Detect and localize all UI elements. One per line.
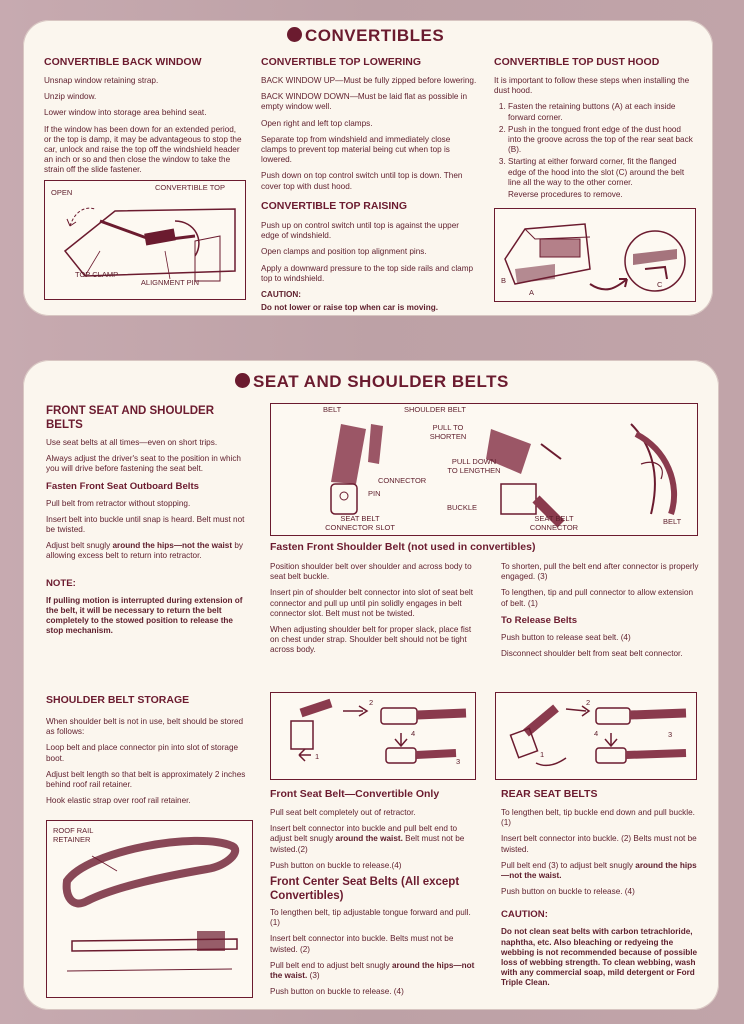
back-window-text bbox=[44, 76, 244, 182]
release-belts-subheading: To Release Belts bbox=[501, 614, 578, 626]
step-4-number: 4 bbox=[594, 729, 599, 738]
step-1-number: 1 bbox=[540, 750, 545, 759]
front-belts-text bbox=[46, 438, 248, 642]
convertibles-title: CONVERTIBLES bbox=[287, 26, 444, 46]
rear-belts-paragraph: Insert belt connector into buckle. (2) Belts must not be twisted. bbox=[501, 834, 697, 854]
fasten-shoulder-text-left bbox=[270, 562, 474, 662]
top-raising-text bbox=[261, 221, 477, 319]
back-window-step: Unsnap window retaining strap. bbox=[44, 76, 159, 85]
back-window-step: Unzip window. bbox=[44, 92, 97, 102]
front-center-heading: Front Center Seat Belts (All except Convertibles) bbox=[270, 876, 460, 902]
step-3-number: 3 bbox=[668, 730, 673, 739]
front-center-paragraph: Insert belt connector into buckle. Belts must not be twisted. (2) bbox=[270, 934, 454, 954]
outboard-belts-subheading: Fasten Front Seat Outboard Belts bbox=[46, 480, 199, 492]
open-label: OPEN bbox=[51, 188, 73, 197]
rear-belts-paragraph: Pull belt end (3) to adjust belt snugly around the hips—not the waist. bbox=[501, 860, 697, 881]
rear-belts-paragraph: Push button on buckle to release. (4) bbox=[501, 887, 635, 897]
seat-belt-connector-label: SEAT BELT CONNECTOR bbox=[529, 514, 579, 532]
back-window-step: Lower window into storage area behind seat. bbox=[44, 108, 207, 118]
top-raising-step: Push up on control switch until top is against the upper edge of windshield. bbox=[261, 221, 459, 241]
note-label: NOTE: bbox=[46, 577, 76, 589]
storage-paragraph: Hook elastic strap over roof rail retainer. bbox=[46, 796, 191, 806]
front-belts-heading: FRONT SEAT AND SHOULDER BELTS bbox=[46, 405, 215, 431]
convertible-front-belt-heading: Front Seat Belt—Convertible Only bbox=[270, 788, 440, 800]
convertibles-panel bbox=[23, 20, 713, 316]
top-raising-step: Open clamps and position top alignment pins. bbox=[261, 247, 427, 257]
dust-hood-step: 2. Push in the tongued front edge of the dust hood into the groove across the top of the rear seat back (B). bbox=[508, 125, 694, 156]
fasten-shoulder-paragraph: To lengthen, tip and pull connector to allow extension of belt. (1) bbox=[501, 588, 694, 608]
step-3-number: 3 bbox=[456, 757, 461, 766]
bullet-dot-icon bbox=[287, 27, 302, 42]
rear-belts-heading: REAR SEAT BELTS bbox=[501, 788, 598, 800]
note-text: If pulling motion is interrupted during extension of the belt, it will be necessary to return the belt completely to the stowed position to release the stop mechanism. bbox=[46, 595, 243, 636]
convertible-front-belt-paragraph: Insert belt connector into buckle and pull belt end to adjust belt snugly around the waist. Belt must not be twisted.(2) bbox=[270, 824, 465, 854]
top-lowering-heading: CONVERTIBLE TOP LOWERING bbox=[261, 56, 422, 68]
front-center-paragraph: Push button on buckle to release. (4) bbox=[270, 987, 404, 997]
top-lowering-text bbox=[261, 76, 477, 198]
storage-paragraph: When shoulder belt is not in use, belt should be stored as follows: bbox=[46, 717, 244, 737]
label-b: B bbox=[501, 276, 507, 285]
step-2-number: 2 bbox=[369, 698, 374, 707]
top-raising-step: Apply a downward pressure to the top side rails and clamp top to windshield. bbox=[261, 263, 474, 283]
fasten-shoulder-paragraph: Position shoulder belt over shoulder and across body to seat belt buckle. bbox=[270, 562, 472, 582]
rear-belts-paragraph: To lengthen belt, tip buckle end down and pull buckle. (1) bbox=[501, 808, 695, 828]
back-window-step: If the window has been down for an extended period, or the top is damp, it may be advantageous to stop the car, unlock and raise the top off the windshield header an inch or so and then close the window to take the strain off the slide fastener. bbox=[44, 124, 242, 175]
roof-rail-illustration bbox=[47, 821, 252, 997]
dust-hood-heading: CONVERTIBLE TOP DUST HOOD bbox=[494, 56, 660, 68]
dust-hood-reverse: Reverse procedures to remove. bbox=[508, 190, 623, 200]
convertible-front-belt-paragraph: Pull seat belt completely out of retractor. bbox=[270, 808, 416, 817]
connector-slot-label: SEAT BELT CONNECTOR SLOT bbox=[325, 514, 395, 532]
caution-label: CAUTION: bbox=[261, 290, 302, 300]
shoulder-belt-label: SHOULDER BELT bbox=[404, 405, 466, 414]
top-lowering-step: Push down on top control switch until top is down. Then cover top with dust hood. bbox=[261, 171, 463, 191]
convertible-buckle-figure bbox=[270, 692, 476, 780]
back-window-figure bbox=[44, 180, 246, 300]
front-belts-paragraph: Always adjust the driver's seat to the position in which you will drive before fastening the seat belt. bbox=[46, 454, 241, 474]
storage-heading: SHOULDER BELT STORAGE bbox=[46, 694, 190, 706]
front-belts-paragraph: Adjust belt snugly around the hips—not the waist by allowing excess belt to return into retractor. bbox=[46, 541, 244, 561]
buckle-label: BUCKLE bbox=[447, 503, 478, 512]
bullet-dot-icon bbox=[235, 373, 250, 388]
top-lowering-step: BACK WINDOW UP—Must be fully zipped before lowering. bbox=[261, 76, 477, 85]
pin-label: PIN bbox=[368, 489, 381, 498]
front-belts-paragraph: Insert belt into buckle until snap is heard. Belt must not be twisted. bbox=[46, 514, 245, 535]
caution-text: Do not lower or raise top when car is moving. bbox=[261, 303, 438, 313]
dust-hood-intro: It is important to follow these steps when installing the dust hood. bbox=[494, 76, 690, 96]
front-center-text bbox=[270, 908, 476, 1003]
top-clamp-label: TOP CLAMP bbox=[75, 270, 119, 279]
front-center-paragraph: To lengthen belt, tip adjustable tongue forward and pull.(1) bbox=[270, 908, 471, 928]
fasten-shoulder-paragraph: To shorten, pull the belt end after connector is properly engaged. (3) bbox=[501, 562, 699, 582]
pull-to-shorten-label: PULL TO SHORTEN bbox=[429, 423, 467, 441]
convertible-front-belt-text bbox=[270, 808, 476, 877]
rear-belts-text bbox=[501, 808, 701, 995]
fasten-shoulder-paragraph: Insert pin of shoulder belt connector into slot of seat belt connector and pull up until pin solidly engages in belt connector slot. Belt must not be twisted. bbox=[270, 588, 473, 618]
belt-label: BELT bbox=[323, 405, 342, 414]
rear-caution-text: Do not clean seat belts with carbon tetrachloride, naphtha, etc. Also bleaching or redyeing the webbing is not recommended because of possible loss of webbing strength. To clean webbing, wash with any commercial soap, mild detergent or Ford Triple Clean. bbox=[501, 927, 698, 988]
rear-caution-label: CAUTION: bbox=[501, 909, 548, 921]
fasten-shoulder-text-right bbox=[501, 562, 701, 665]
fasten-shoulder-paragraph: When adjusting shoulder belt for proper slack, place fist on chest under strap. Shoulder belt should not be tight across body. bbox=[270, 625, 472, 655]
top-lowering-step: Open right and left top clamps. bbox=[261, 118, 373, 128]
step-1-number: 1 bbox=[315, 752, 320, 761]
top-raising-heading: CONVERTIBLE TOP RAISING bbox=[261, 200, 408, 212]
dust-hood-text bbox=[494, 76, 694, 206]
storage-paragraph: Loop belt and place connector pin into slot of storage boot. bbox=[46, 743, 239, 763]
storage-paragraph: Adjust belt length so that belt is approximately 2 inches behind roof rail retainer. bbox=[46, 769, 246, 790]
rear-buckle-figure bbox=[495, 692, 697, 780]
label-a: A bbox=[529, 288, 535, 297]
top-lowering-step: Separate top from windshield and immediately close clamps to prevent top material being cut when top is lowered. bbox=[261, 134, 451, 165]
label-c: C bbox=[657, 280, 663, 289]
fasten-shoulder-paragraph: Disconnect shoulder belt from seat belt connector. bbox=[501, 649, 683, 659]
dust-hood-illustration bbox=[495, 209, 695, 301]
storage-figure bbox=[46, 820, 253, 998]
front-center-paragraph: Pull belt end to adjust belt snugly around the hips—not the waist. (3) bbox=[270, 960, 475, 981]
top-lowering-step: BACK WINDOW DOWN—Must be laid flat as possible in empty window well. bbox=[261, 92, 468, 112]
storage-text bbox=[46, 717, 248, 812]
convertible-front-belt-paragraph: Push button on buckle to release.(4) bbox=[270, 860, 402, 870]
front-belts-paragraph: Pull belt from retractor without stopping. bbox=[46, 498, 191, 508]
dust-hood-step: 1. Fasten the retaining buttons (A) at each inside forward corner. bbox=[508, 102, 694, 122]
belt-right-label: BELT bbox=[663, 517, 682, 526]
seat-belts-title: SEAT AND SHOULDER BELTS bbox=[235, 372, 509, 392]
seat-belts-panel bbox=[23, 360, 719, 1010]
fasten-shoulder-paragraph: Push button to release seat belt. (4) bbox=[501, 632, 631, 642]
roof-rail-retainer-label: ROOF RAIL RETAINER bbox=[53, 826, 94, 844]
front-belts-paragraph: Use seat belts at all times—even on short trips. bbox=[46, 438, 218, 447]
dust-hood-steps bbox=[494, 102, 694, 188]
dust-hood-figure bbox=[494, 208, 696, 302]
connector-label: CONNECTOR bbox=[378, 476, 427, 485]
dust-hood-step: 3. Starting at either forward corner, fit the flanged edge of the hood into the slot (C) around the belt line all the way to the other corner. bbox=[508, 157, 694, 188]
back-window-heading: CONVERTIBLE BACK WINDOW bbox=[44, 56, 202, 68]
shoulder-belt-figure bbox=[270, 403, 698, 536]
step-4-number: 4 bbox=[411, 729, 416, 738]
alignment-pin-label: ALIGNMENT PIN bbox=[140, 278, 200, 287]
step-2-number: 2 bbox=[586, 698, 591, 707]
convertible-top-label: CONVERTIBLE TOP bbox=[154, 183, 226, 192]
pull-down-lengthen-label: PULL DOWN TO LENGTHEN bbox=[447, 457, 501, 475]
fasten-shoulder-heading: Fasten Front Shoulder Belt (not used in convertibles) bbox=[270, 541, 536, 553]
